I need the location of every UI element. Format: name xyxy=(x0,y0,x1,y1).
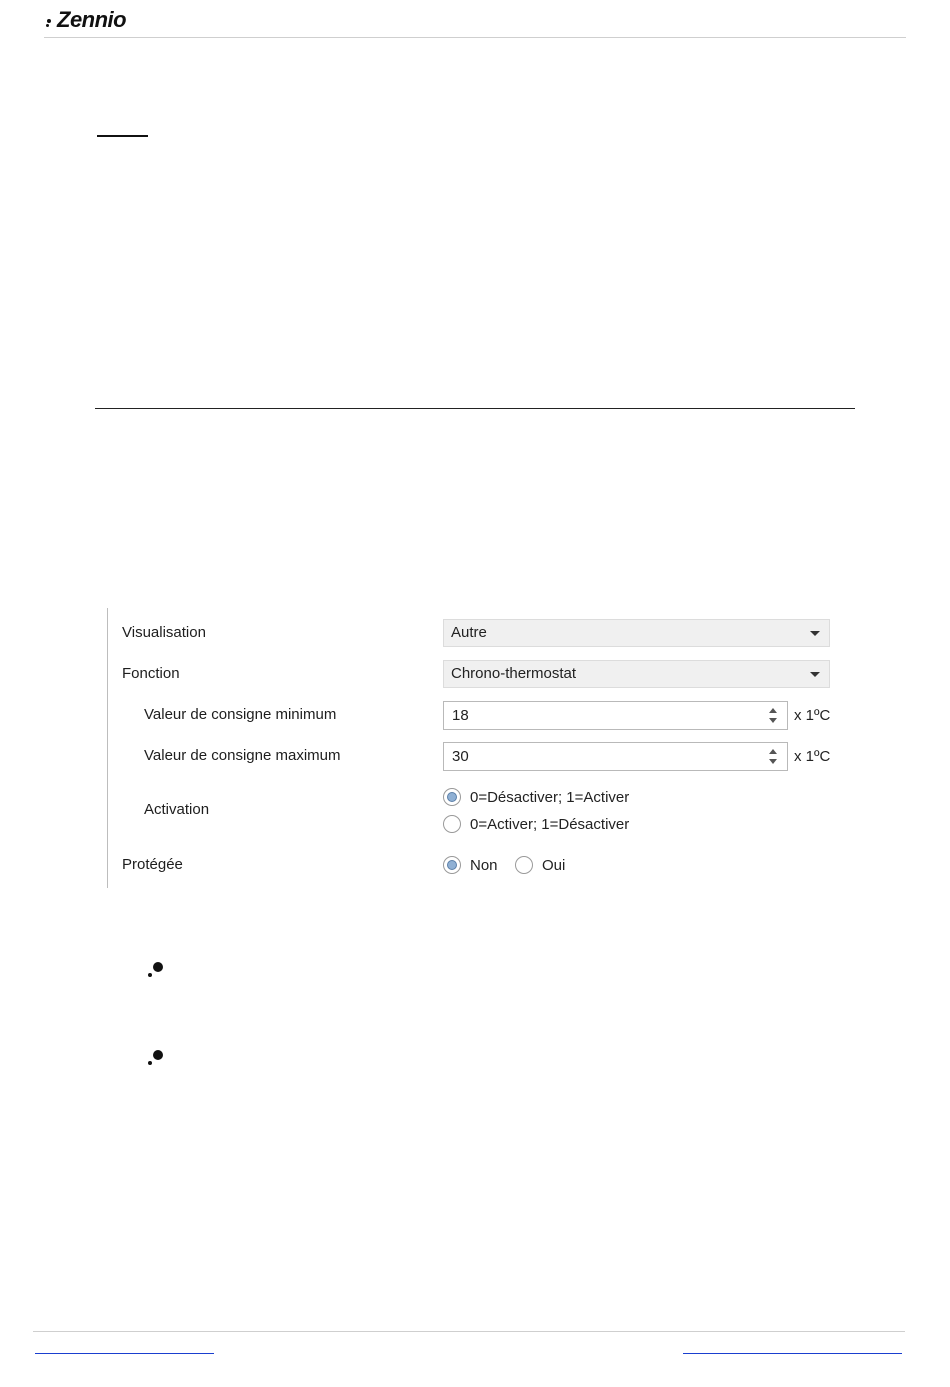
row-max-setpoint xyxy=(108,741,843,771)
bullet-icon xyxy=(148,1050,164,1066)
spin-down-icon[interactable] xyxy=(769,759,777,764)
header-divider xyxy=(44,37,906,38)
visualisation-value: Autre xyxy=(451,624,487,641)
spin-up-icon[interactable] xyxy=(769,708,777,713)
protegee-label: Protégée xyxy=(122,856,183,873)
footer-link-left[interactable] xyxy=(35,1353,214,1354)
min-setpoint-unit: x 1ºC xyxy=(794,707,831,724)
visualisation-select[interactable] xyxy=(443,619,830,647)
row-fonction xyxy=(108,659,843,689)
max-setpoint-label: Valeur de consigne maximum xyxy=(144,747,341,764)
fonction-label: Fonction xyxy=(122,665,180,682)
visualisation-label: Visualisation xyxy=(122,624,206,641)
fonction-select[interactable] xyxy=(443,660,830,688)
activation-option-0[interactable] xyxy=(443,788,629,806)
radio-unselected-icon[interactable] xyxy=(443,815,461,833)
fonction-value: Chrono-thermostat xyxy=(451,665,577,682)
spin-down-icon[interactable] xyxy=(769,718,777,723)
activation-label: Activation xyxy=(144,801,210,818)
row-visualisation xyxy=(108,618,843,648)
logo-dots-icon xyxy=(46,13,56,27)
section-divider xyxy=(95,408,855,409)
protegee-option-non[interactable] xyxy=(443,856,498,874)
activation-option-1-label: 0=Activer; 1=Désactiver xyxy=(470,815,630,833)
zennio-logo xyxy=(46,7,126,33)
footer-divider xyxy=(33,1331,905,1332)
protegee-option-oui-label: Oui xyxy=(542,856,566,874)
radio-unselected-icon[interactable] xyxy=(515,856,533,874)
row-min-setpoint xyxy=(108,700,843,730)
min-setpoint-label: Valeur de consigne minimum xyxy=(144,706,337,723)
min-setpoint-value: 18 xyxy=(452,707,469,724)
parameter-panel xyxy=(107,608,843,888)
section-heading-underline xyxy=(97,135,148,137)
chevron-down-icon xyxy=(810,672,820,677)
logo-text: Zennio xyxy=(57,7,127,32)
activation-option-0-label: 0=Désactiver; 1=Activer xyxy=(470,788,630,806)
protegee-option-non-label: Non xyxy=(470,856,498,874)
min-setpoint-stepper[interactable] xyxy=(443,701,788,730)
footer-link-right[interactable] xyxy=(683,1353,902,1354)
chevron-down-icon xyxy=(810,631,820,636)
radio-selected-icon[interactable] xyxy=(443,788,461,806)
protegee-option-oui[interactable] xyxy=(515,856,565,874)
activation-option-1[interactable] xyxy=(443,815,629,833)
bullet-icon xyxy=(148,962,164,978)
max-setpoint-unit: x 1ºC xyxy=(794,748,831,765)
max-setpoint-stepper[interactable] xyxy=(443,742,788,771)
spin-up-icon[interactable] xyxy=(769,749,777,754)
max-setpoint-value: 30 xyxy=(452,748,469,765)
radio-selected-icon[interactable] xyxy=(443,856,461,874)
